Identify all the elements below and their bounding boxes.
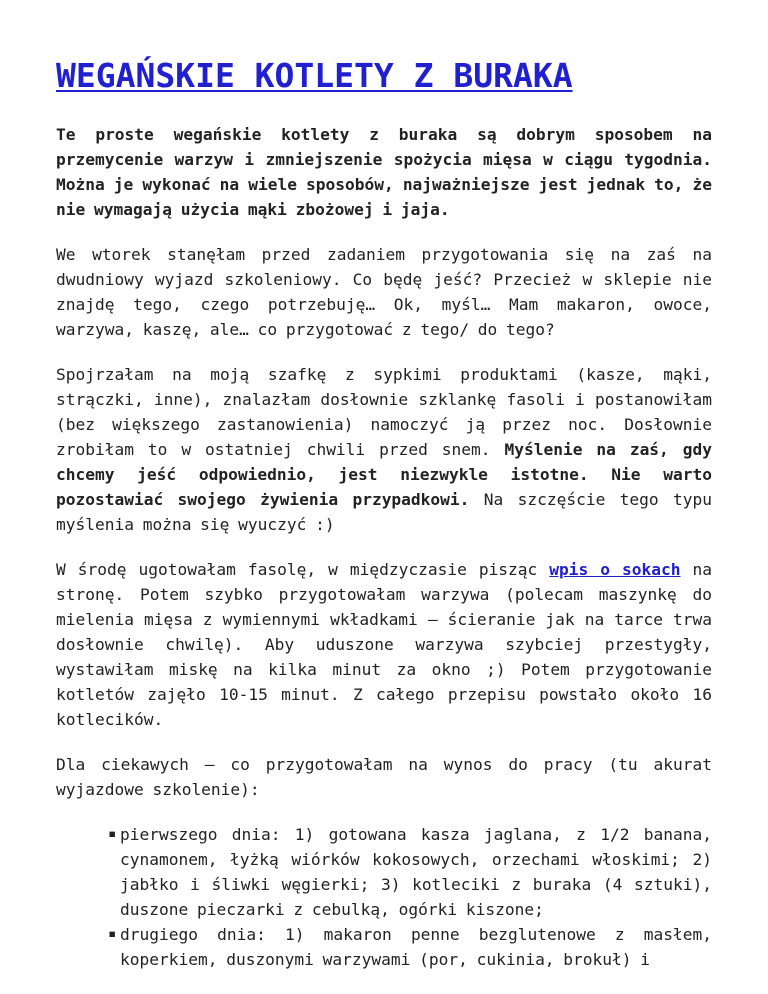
page-title [56, 54, 712, 98]
list-item-text: drugiego dnia: 1) makaron penne bezglutenowe z masłem, koperkiem, duszonymi warzywami (por, cukinia, brokuł) i [120, 925, 712, 969]
bullet-icon: ▪ [108, 926, 117, 942]
juice-post-link[interactable]: wpis o sokach [549, 560, 681, 579]
paragraph-3 [56, 557, 712, 732]
list-item [108, 922, 712, 972]
paragraph-4: Dla ciekawych – co przygotowałam na wynos do pracy (tu akurat wyjazdowe szkolenie): [56, 755, 712, 799]
paragraph-2-start: Spojrzałam na moją szafkę z sypkimi produktami (kasze, mąki, strączki, inne), znalazłam dosłownie szklankę fasoli i postanowiłam (bez większego zastanowienia) namoczyć ją przez noc. Dosłownie zrobiłam to w ostatniej chwili przed snem. [56, 365, 712, 459]
list-item [108, 822, 712, 922]
list-item-text: pierwszego dnia: 1) gotowana kasza jaglana, z 1/2 banana, cynamonem, łyżką wiórków kokosowych, orzechami włoskimi; 2) jabłko i śliwki węgierki; 3) kotleciki z buraka (4 sztuki), duszone pieczarki z cebulką, ogórki kiszone; [120, 825, 712, 919]
paragraph-2 [56, 362, 712, 537]
paragraph-2-end: Na szczęście tego typu myślenia można się wyuczyć :) [56, 490, 712, 534]
title-link[interactable]: WEGAŃSKIE KOTLETY Z BURAKA [56, 56, 573, 95]
lead-paragraph: Te proste wegańskie kotlety z buraka są dobrym sposobem na przemycenie warzyw i zmniejszenie spożycia mięsa w ciągu tygodnia. Można je wykonać na wiele sposobów, najważniejsze jest jednak to, że nie wymagają użycia mąki zbożowej i jaja. [56, 125, 712, 219]
paragraph-3-end: na stronę. Potem szybko przygotowałam warzywa (polecam maszynkę do mielenia mięsa z wymiennymi wkładkami – ścieranie jak na tarce trwa dosłownie chwilę). Aby uduszone warzywa szybciej przestygły, wystawiłam miskę na kilka minut za okno ;) Potem przygotowanie kotletów zajęło 10-15 minut. Z całego przepisu powstało około 16 kotlecików. [56, 560, 712, 729]
paragraph-1: We wtorek stanęłam przed zadaniem przygotowania się na zaś na dwudniowy wyjazd szkoleniowy. Co będę jeść? Przecież w sklepie nie znajdę tego, czego potrzebuję… Ok, myśl… Mam makaron, owoce, warzywa, kaszę, ale… co przygotować z tego/ do tego? [56, 245, 712, 339]
bullet-icon: ▪ [108, 826, 117, 842]
paragraph-2-bold: Myślenie na zaś, gdy chcemy jeść odpowiednio, jest niezwykle istotne. Nie warto pozostawiać swojego żywienia przypadkowi. [56, 440, 712, 509]
paragraph-3-start: W środę ugotowałam fasolę, w międzyczasie pisząc [56, 560, 550, 579]
menu-list [56, 822, 712, 972]
